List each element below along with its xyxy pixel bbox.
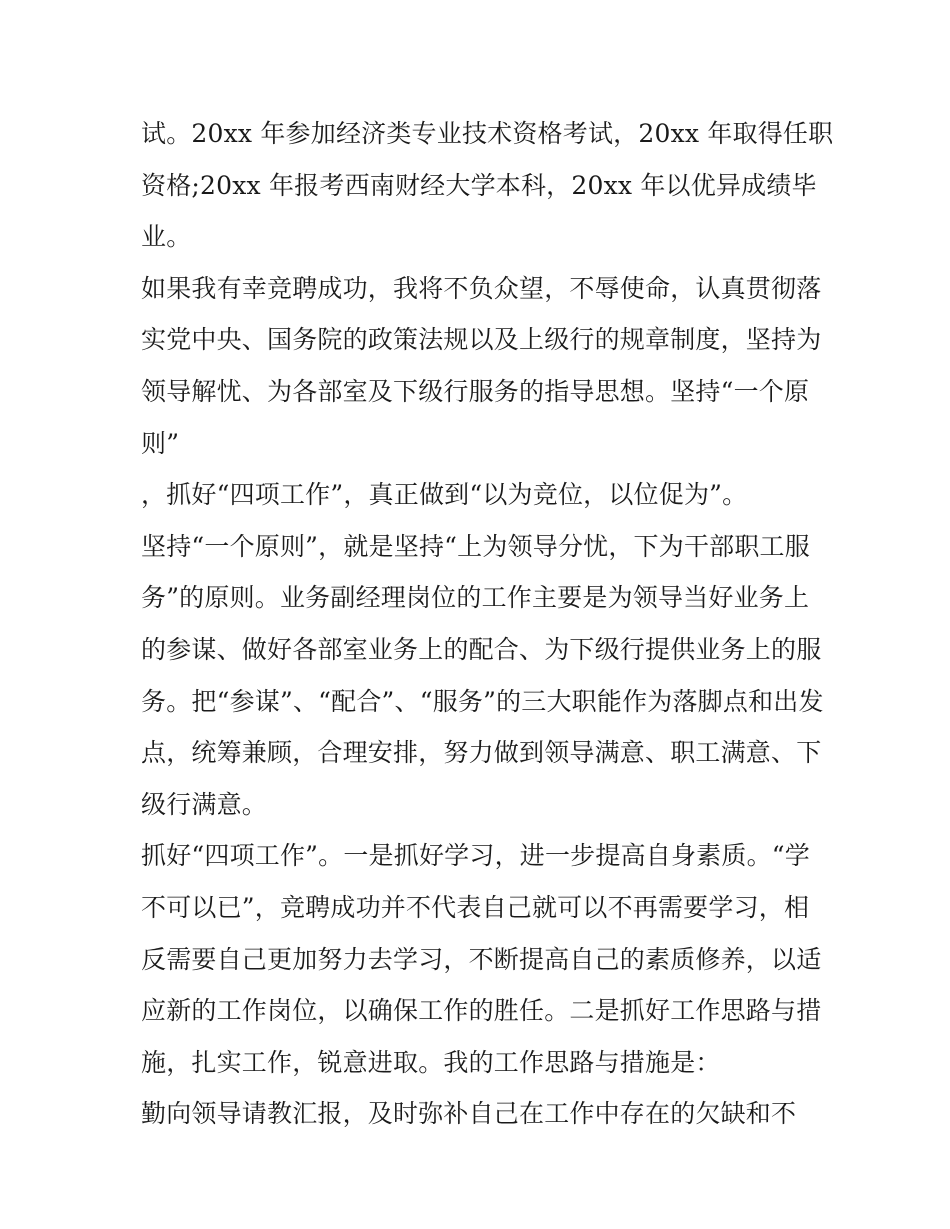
text-line: 点，统筹兼顾，合理安排，努力做到领导满意、职工满意、下 [141, 738, 822, 768]
text-line: 不可以已”，竞聘成功并不代表自己就可以不再需要学习，相 [141, 892, 810, 922]
text-line: 级行满意。 [141, 789, 268, 819]
text-line: 领导解忧、为各部室及下级行服务的指导思想。坚持“一个原 [141, 376, 810, 406]
text-line: 反需要自己更加努力去学习，不断提高自己的素质修养，以适 [141, 944, 822, 974]
text-line: 务。把“参谋”、“配合”、“服务”的三大职能作为落脚点和出发 [141, 686, 824, 716]
text-line: ，抓好“四项工作”，真正做到“以为竞位，以位促为”。 [141, 480, 748, 510]
text-line: 则” [141, 428, 180, 458]
text-line: 如果我有幸竞聘成功，我将不负众望，不辱使命，认真贯彻落 [141, 273, 822, 303]
text-line: 施，扎实工作，锐意进取。我的工作思路与措施是： [141, 1047, 721, 1077]
text-line: 试。20xx 年参加经济类专业技术资格考试，20xx 年取得任职 [141, 119, 834, 148]
text-line: 坚持“一个原则”，就是坚持“上为领导分忧，下为干部职工服 [141, 531, 810, 561]
text-line: 应新的工作岗位，以确保工作的胜任。二是抓好工作思路与措 [141, 996, 822, 1026]
text-line: 务”的原则。业务副经理岗位的工作主要是为领导当好业务上 [141, 583, 810, 613]
text-line: 抓好“四项工作”。一是抓好学习，进一步提高自身素质。“学 [141, 841, 810, 871]
text-line: 的参谋、做好各部室业务上的配合、为下级行提供业务上的服 [141, 634, 822, 664]
document-body [141, 108, 834, 1140]
text-line: 资格;20xx 年报考西南财经大学本科，20xx 年以优异成绩毕 [141, 170, 817, 200]
text-line: 业。 [141, 222, 192, 252]
text-line: 实党中央、国务院的政策法规以及上级行的规章制度，坚持为 [141, 325, 822, 355]
text-line: 勤向领导请教汇报，及时弥补自己在工作中存在的欠缺和不 [141, 1099, 797, 1129]
